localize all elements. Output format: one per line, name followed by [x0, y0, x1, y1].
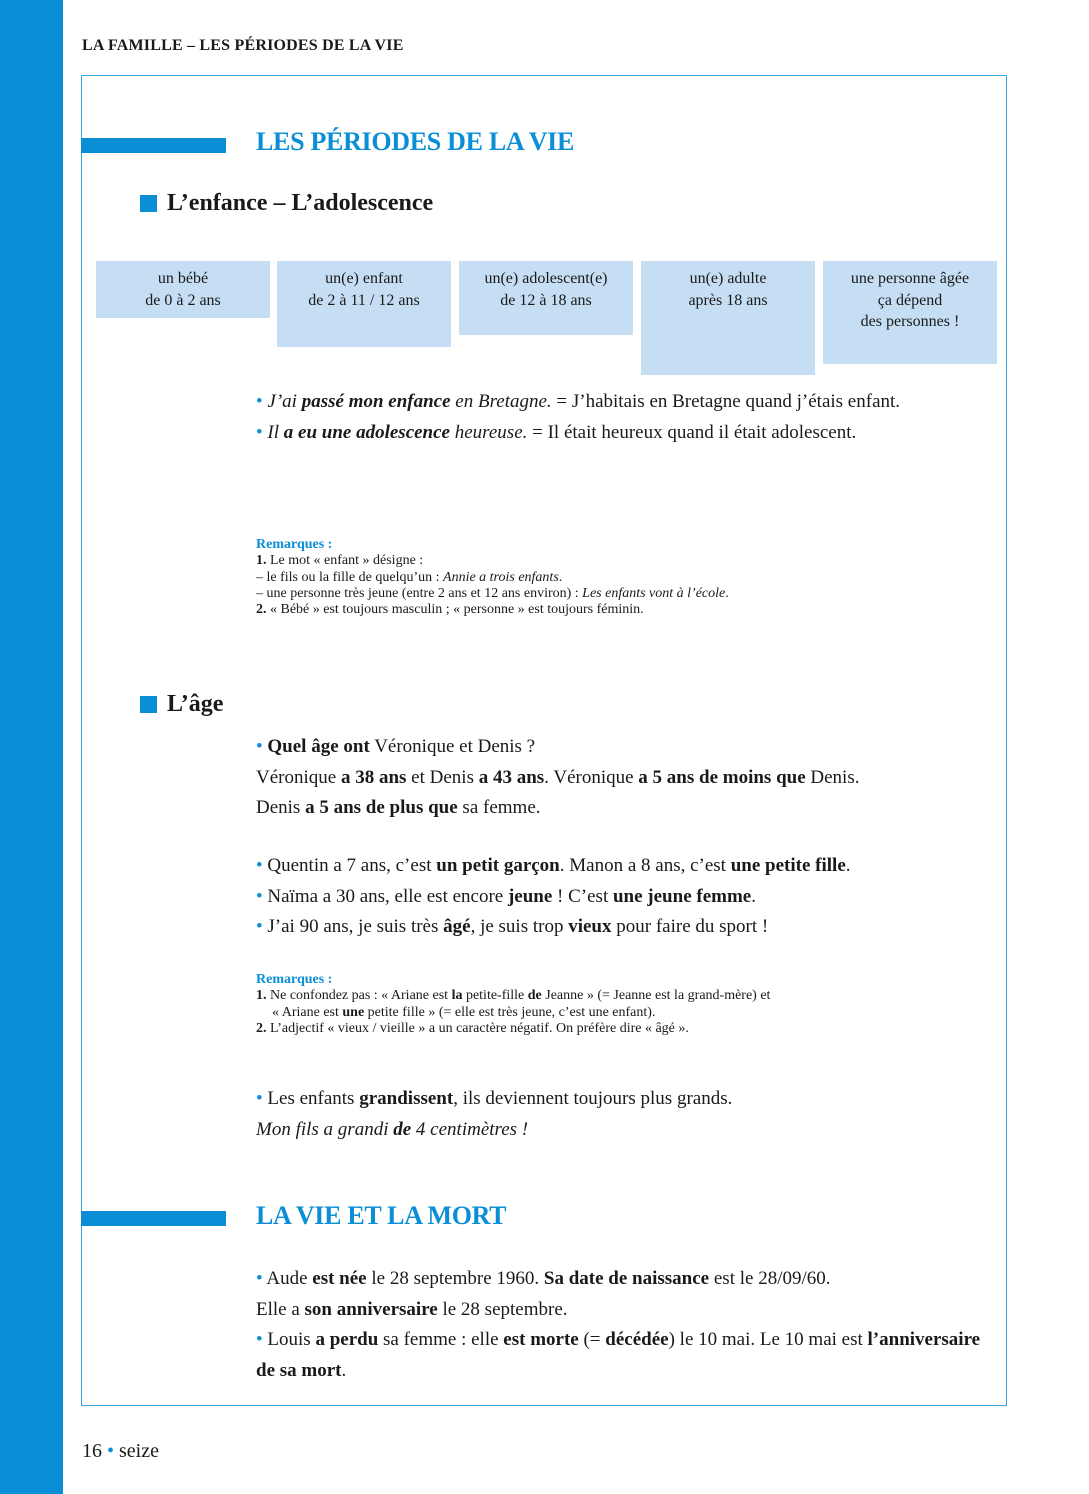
life-stage-line: un(e) enfant	[325, 270, 403, 287]
text-segment: – une personne très jeune (entre 2 ans et 12 ans environ) :	[256, 585, 583, 601]
text-line	[256, 1084, 986, 1115]
subheading-age	[140, 691, 223, 718]
text-segment: .	[751, 885, 756, 907]
text-segment: ! C’est	[552, 885, 613, 907]
text-segment: est le 28/09/60.	[709, 1268, 831, 1289]
text-line	[256, 1115, 986, 1146]
text-line	[256, 1295, 986, 1326]
life-stage-line: de 2 à 11 / 12 ans	[308, 291, 420, 309]
life-stage-line: après 18 ans	[688, 291, 768, 309]
text-segment: petite-fille	[462, 988, 528, 1004]
text-line	[256, 1325, 986, 1386]
text-line	[256, 602, 996, 618]
text-segment: 1.	[256, 553, 267, 569]
text-segment: 2.	[256, 1020, 267, 1036]
text-segment: Il	[267, 421, 284, 443]
life-death-examples	[256, 1264, 986, 1386]
bullet-icon: •	[256, 885, 263, 907]
remarks-childhood	[256, 537, 996, 618]
text-segment: Le mot « enfant » désigne :	[266, 553, 424, 569]
text-segment: une jeune femme	[612, 885, 752, 907]
text-segment: de	[393, 1118, 412, 1140]
text-line	[256, 912, 986, 943]
text-segment: .	[725, 585, 729, 601]
square-bullet-icon	[140, 195, 157, 212]
life-stage-line: une personne âgée	[850, 270, 970, 287]
section-title: LES PÉRIODES DE LA VIE	[256, 127, 575, 156]
text-line	[256, 553, 996, 569]
life-stage-line: ça dépend	[877, 291, 943, 309]
text-segment: pour faire du sport !	[611, 916, 769, 937]
text-segment: . Manon a 8 ans, c’est	[559, 855, 731, 876]
text-segment: sa femme.	[457, 797, 541, 818]
text-segment: a perdu	[315, 1329, 379, 1350]
text-segment: Jeanne » (= Jeanne est la grand-mère) et	[541, 988, 771, 1004]
text-line	[256, 387, 986, 418]
text-segment: .	[341, 1359, 347, 1381]
text-segment: 4 centimètres !	[411, 1118, 529, 1140]
text-segment: le 28 septembre 1960.	[366, 1268, 544, 1289]
page-number: 16	[82, 1440, 102, 1462]
text-segment: , je suis trop	[470, 916, 569, 937]
life-stage-line: un(e) adulte	[689, 270, 767, 287]
life-stage-line: un bébé	[157, 270, 209, 287]
life-stage-line: de 0 à 2 ans	[145, 291, 221, 309]
text-segment: une petite fille	[730, 855, 846, 876]
life-stage-box	[823, 261, 997, 364]
life-stage-box	[277, 261, 451, 347]
text-line	[256, 882, 986, 913]
running-head: LA FAMILLE – LES PÉRIODES DE LA VIE	[82, 37, 404, 54]
text-segment: « Bébé » est toujours masculin ; « personne » est toujours féminin.	[266, 602, 644, 618]
text-segment: Denis.	[805, 766, 860, 788]
text-segment: .	[558, 569, 563, 585]
section-bar	[81, 138, 226, 153]
remarks-title: Remarques :	[256, 972, 333, 987]
bullet-icon: •	[256, 421, 263, 443]
bullet-icon: •	[256, 736, 263, 757]
text-segment: Aude	[266, 1268, 313, 1289]
life-stage-line: des personnes !	[860, 313, 960, 330]
text-segment: . Véronique	[544, 766, 639, 788]
text-line	[256, 586, 996, 602]
age-block-2	[256, 851, 986, 943]
subheading-text: L’âge	[167, 691, 224, 717]
text-line	[256, 570, 996, 586]
text-segment: .	[845, 855, 851, 876]
text-segment: 1.	[256, 988, 267, 1004]
text-line	[256, 1005, 996, 1021]
text-line	[256, 851, 986, 882]
text-segment: est morte	[503, 1329, 579, 1350]
text-segment: a 5 ans de plus que	[305, 797, 458, 818]
text-segment: J’ai 90 ans, je suis très	[267, 916, 444, 937]
text-segment: vieux	[568, 916, 612, 937]
text-line	[256, 1021, 996, 1037]
bullet-icon: •	[256, 1268, 263, 1289]
text-segment: Mon fils a grandi	[256, 1118, 394, 1140]
text-segment: – le fils ou la fille de quelqu’un :	[256, 569, 444, 585]
text-segment: Elle a	[256, 1298, 305, 1320]
text-segment: Véronique	[256, 766, 341, 788]
text-line	[256, 763, 986, 794]
childhood-examples	[256, 387, 986, 448]
bullet-icon: •	[256, 855, 263, 876]
text-segment: le 28 septembre.	[437, 1298, 568, 1320]
text-segment: l’anniversaire de sa mort	[256, 1329, 985, 1381]
subheading-childhood	[140, 190, 433, 217]
bullet-icon: •	[256, 391, 263, 412]
text-segment: son anniversaire	[304, 1298, 438, 1320]
text-segment: Quel âge ont	[267, 736, 370, 757]
text-segment: Les enfants vont à l’école	[582, 585, 726, 601]
text-segment: J’ai	[267, 391, 302, 412]
text-segment: petite fille » (= elle est très jeune, c’est une enfant).	[364, 1004, 656, 1020]
bullet-icon: •	[256, 1088, 263, 1109]
text-line	[256, 1264, 986, 1295]
text-segment: Ne confondez pas : « Ariane est	[266, 988, 452, 1004]
text-segment: et Denis	[406, 766, 479, 788]
text-segment: jeune	[507, 885, 553, 907]
section-bar	[81, 1211, 226, 1226]
life-stage-line: un(e) adolescent(e)	[484, 270, 608, 287]
life-stage-line: de 12 à 18 ans	[500, 291, 592, 309]
text-segment: a 5 ans de moins que	[638, 766, 806, 788]
text-segment: décédée	[605, 1329, 669, 1350]
text-segment: Naïma a 30 ans, elle est encore	[267, 885, 508, 907]
text-segment: Quentin a 7 ans, c’est	[267, 855, 437, 876]
text-segment: grandissent	[359, 1088, 454, 1109]
page-word: seize	[119, 1440, 159, 1462]
footer-bullet: •	[107, 1440, 115, 1462]
text-segment: Sa date de naissance	[543, 1268, 710, 1289]
text-segment: est née	[312, 1268, 367, 1289]
text-segment: passé mon enfance	[301, 391, 451, 412]
page-footer	[82, 1440, 159, 1463]
text-segment: a 43 ans	[478, 766, 545, 788]
text-segment: 2.	[256, 602, 267, 618]
text-segment: âgé	[443, 916, 471, 937]
text-segment: la	[451, 988, 463, 1004]
text-line	[256, 988, 996, 1004]
text-segment: « Ariane est	[272, 1004, 343, 1020]
text-segment: L’adjectif « vieux / vieille » a un caractère négatif. On préfère dire « âgé ».	[266, 1020, 689, 1036]
bullet-icon: •	[256, 916, 263, 937]
text-segment: a eu une adolescence	[283, 421, 450, 443]
life-stage-box	[641, 261, 815, 375]
text-line	[256, 418, 986, 449]
text-segment: un petit garçon	[436, 855, 560, 876]
subheading-text: L’enfance – L’adolescence	[167, 190, 434, 216]
text-line	[256, 793, 986, 824]
text-segment: de	[527, 988, 542, 1004]
text-segment: en Bretagne.	[450, 391, 552, 412]
text-segment: ) le 10 mai. Le 10 mai est	[668, 1329, 868, 1350]
text-segment: a 38 ans	[340, 766, 407, 788]
square-bullet-icon	[140, 696, 157, 713]
age-block-1	[256, 732, 986, 824]
remarks-title: Remarques :	[256, 537, 333, 552]
text-segment: Véronique et Denis ?	[369, 736, 536, 757]
age-block-3	[256, 1084, 986, 1145]
text-line	[256, 732, 986, 763]
blue-margin-band	[0, 0, 63, 1494]
bullet-icon: •	[256, 1329, 263, 1350]
text-segment: , ils deviennent toujours plus grands.	[453, 1088, 733, 1109]
text-segment: Annie a trois enfants	[443, 569, 559, 585]
text-segment: (=	[578, 1329, 606, 1350]
text-segment: heureuse.	[450, 421, 528, 443]
text-segment: Denis	[256, 797, 306, 818]
text-segment: sa femme : elle	[378, 1329, 504, 1350]
life-stage-box	[96, 261, 270, 318]
remarks-age	[256, 972, 996, 1037]
text-segment: une	[342, 1004, 365, 1020]
text-segment: Les enfants	[267, 1088, 360, 1109]
life-stage-box	[459, 261, 633, 335]
section-title: LA VIE ET LA MORT	[256, 1201, 507, 1230]
text-segment: Louis	[267, 1329, 316, 1350]
text-segment: = Il était heureux quand il était adolescent.	[527, 421, 857, 443]
text-segment: = J’habitais en Bretagne quand j’étais enfant.	[551, 391, 901, 412]
